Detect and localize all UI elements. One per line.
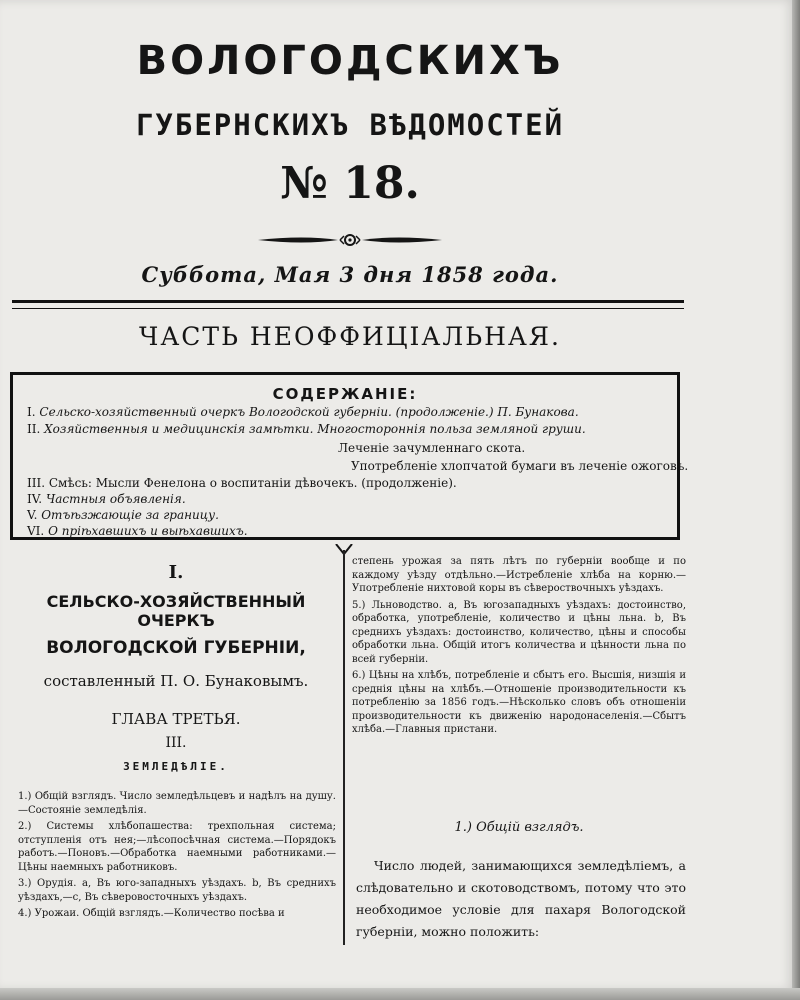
issue-date: Суббота, Мая 3 дня 1858 года.	[141, 262, 559, 287]
chapter-title: ГЛАВА ТРЕТЬЯ.	[111, 710, 241, 728]
chapter-summary-right	[352, 555, 686, 740]
newspaper-title: ВОЛОГОДСКИХЪ	[136, 38, 564, 84]
ornament-divider	[258, 232, 442, 248]
body-paragraph: Число людей, занимающихся земледѣліемъ, а слѣдовательно и скотоводствомъ, потому что это необходимое условіе для пахаря Вологодской губерніи, можно положить:	[356, 858, 686, 939]
issue-number: № 18.	[280, 158, 420, 209]
summary-paragraph: 2.) Системы хлѣбопашества: трехпольная система; отступленія отъ нея;—лѣсопосѣчная система.—Порядокъ работъ.—Поновъ.—Обработка наемными работниками.—Цѣны наемныхъ работниковъ.	[18, 821, 336, 873]
toc-item: Употребленіе хлопчатой бумаги въ леченіе ожоговъ.	[351, 459, 689, 473]
newspaper-subtitle: ГУБЕРНСКИХЪ ВѢДОМОСТЕЙ	[135, 108, 565, 142]
article-title-region: ВОЛОГОДСКОЙ ГУБЕРНІИ,	[46, 638, 306, 658]
summary-paragraph: 1.) Общій взглядъ. Число земледѣльцевъ и надѣлъ на душу.—Состояніе земледѣлія.	[18, 791, 336, 816]
toc-item: Леченіе зачумленнаго скота.	[338, 441, 526, 455]
toc-item: III. Смѣсь: Мысли Фенелона о воспитаніи дѣвочекъ. (продолженіе).	[27, 476, 457, 490]
summary-paragraph: 4.) Урожаи. Общій взглядъ.—Количество посѣва и	[18, 908, 285, 919]
summary-paragraph: 5.) Льноводство. a, Въ югозападныхъ уѣздахъ: достоинство, обработка, употребленіе, количество и цѣны льна. b, Въ среднихъ уѣздахъ: достоинство, количество, цѣны и способы обработки льна. Общій итогъ количества и цѣнности льна по всей губерніи.	[352, 599, 686, 665]
contents-box	[10, 372, 689, 540]
article-number: I.	[168, 562, 184, 583]
page-bottom-edge	[0, 988, 800, 1000]
toc-item: VI. О пріѣхавшихъ и выѣхавшихъ.	[27, 524, 248, 538]
toc-item: IV. Частныя объявленія.	[27, 492, 186, 506]
section-heading: ЧАСТЬ НЕОФФИЦІАЛЬНАЯ.	[139, 322, 561, 351]
chapter-subtitle: ЗЕМЛЕДѢЛІЕ.	[123, 760, 229, 773]
summary-paragraph: 6.) Цѣны на хлѣбъ, потребленіе и сбытъ его. Высшія, низшія и среднія цѣны на хлѣбъ.—Отношеніе производительности къ потребленію за 1856 годъ.—Нѣсколько словъ объ отношеніи производительности къ движенію народонаселенія.—Сбытъ хлѣба.—Главныя пристани.	[352, 670, 686, 735]
article-author: составленный П. О. Бунаковымъ.	[43, 672, 309, 690]
article-title: СЕЛЬСКО-ХОЗЯЙСТВЕННЫЙ ОЧЕРКЪ	[46, 592, 306, 630]
toc-item: II. Хозяйственныя и медицинскія замѣтки. Многостороннія польза земляной груши.	[27, 422, 586, 436]
chapter-number: III.	[165, 735, 187, 751]
column-divider	[343, 550, 345, 945]
subsection-heading: 1.) Общій взглядъ.	[454, 820, 584, 835]
toc-item: I. Сельско-хозяйственный очеркъ Вологодской губерніи. (продолженіе.) П. Бунакова.	[27, 405, 579, 419]
contents-title: СОДЕРЖАНІЕ:	[272, 385, 418, 403]
chapter-summary-left	[18, 790, 336, 924]
summary-paragraph: степень урожая за пять лѣтъ по губерніи вообще и по каждому уѣзду отдѣльно.—Истребленіе хлѣба на корню.—Употребленіе нихтовой коры въ сѣвероствочныхъ уѣздахъ.	[352, 556, 686, 594]
page-edge-shadow	[792, 0, 800, 1000]
summary-paragraph: 3.) Орудія. a, Въ юго-западныхъ уѣздахъ. b, Въ среднихъ уѣздахъ,—c, Въ сѣверовосточныхъ уѣздахъ.	[18, 878, 336, 903]
toc-item: V. Отъѣзжающіе за границу.	[27, 508, 219, 522]
double-rule	[12, 300, 684, 309]
